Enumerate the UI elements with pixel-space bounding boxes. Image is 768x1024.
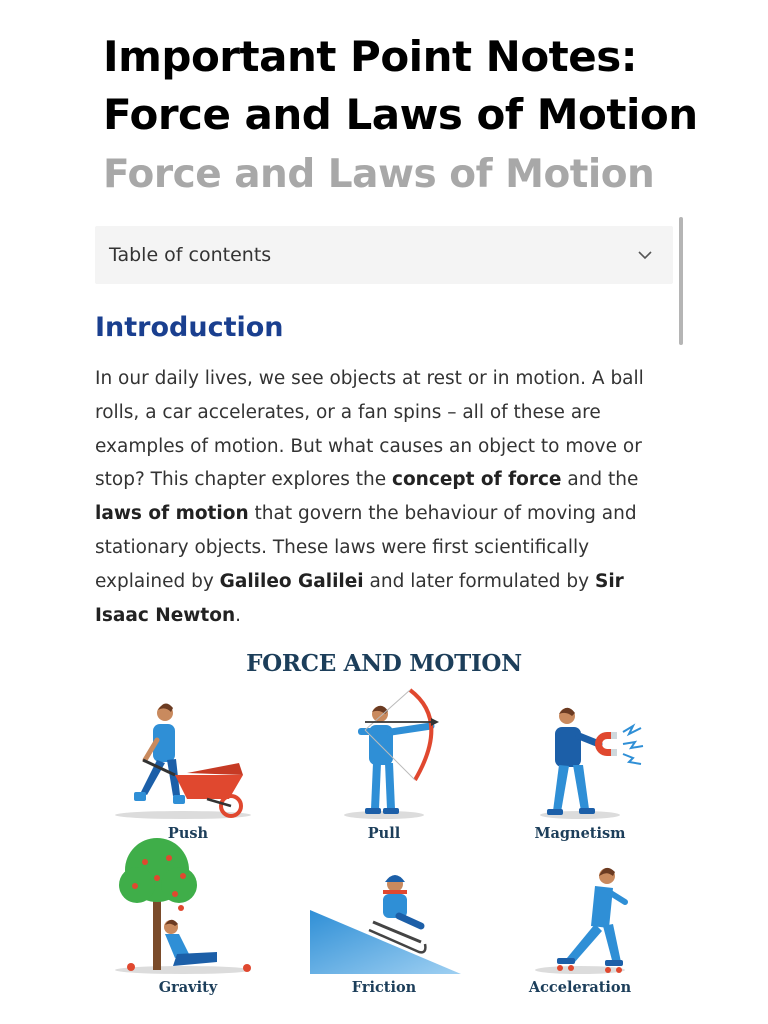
- intro-text-2: and the: [561, 469, 639, 491]
- caption-push: Push: [167, 825, 209, 842]
- intro-text-3: that govern the behaviour of moving and stationary objects. These laws were first scientifically explained by: [95, 503, 637, 592]
- intro-bold-concept-of-force: concept of force: [392, 469, 562, 491]
- table-of-contents-toggle[interactable]: [95, 226, 673, 284]
- caption-gravity: Gravity: [158, 979, 218, 996]
- caption-pull: Pull: [367, 825, 401, 842]
- intro-bold-galileo: Galileo Galilei: [219, 570, 364, 592]
- gravity-figure: [119, 838, 251, 972]
- introduction-paragraph: [95, 362, 675, 632]
- caption-magnetism: Magnetism: [534, 825, 626, 842]
- chevron-down-icon: [637, 247, 653, 263]
- acceleration-figure: [557, 868, 625, 973]
- caption-acceleration: Acceleration: [528, 979, 632, 996]
- page-title: [103, 28, 723, 144]
- illustration-title: FORCE AND MOTION: [246, 650, 522, 677]
- intro-bold-newton: Sir Isaac Newton: [95, 570, 624, 626]
- scrollbar-thumb[interactable]: [679, 217, 683, 345]
- caption-friction: Friction: [351, 979, 417, 996]
- push-figure: [134, 703, 243, 816]
- intro-text-5: .: [235, 604, 242, 626]
- page-title-line-1: Important Point Notes:: [103, 32, 638, 81]
- friction-figure: [310, 875, 461, 974]
- table-of-contents-label: Table of contents: [109, 244, 272, 266]
- page-title-line-2: Force and Laws of Motion: [103, 90, 698, 139]
- page-subtitle: Force and Laws of Motion: [103, 152, 655, 197]
- magnetism-figure: [547, 708, 643, 815]
- section-heading-introduction: Introduction: [95, 312, 284, 343]
- intro-bold-laws-of-motion: laws of motion: [95, 503, 249, 525]
- force-and-motion-illustration: [95, 640, 673, 1010]
- pull-figure: [358, 690, 439, 814]
- intro-text-4: and later formulated by: [363, 570, 595, 592]
- intro-text-1: In our daily lives, we see objects at rest or in motion. A ball rolls, a car accelerates, or a fan spins – all of these are examples of motion. But what causes an object to move or stop? This chapter explores the: [95, 368, 644, 491]
